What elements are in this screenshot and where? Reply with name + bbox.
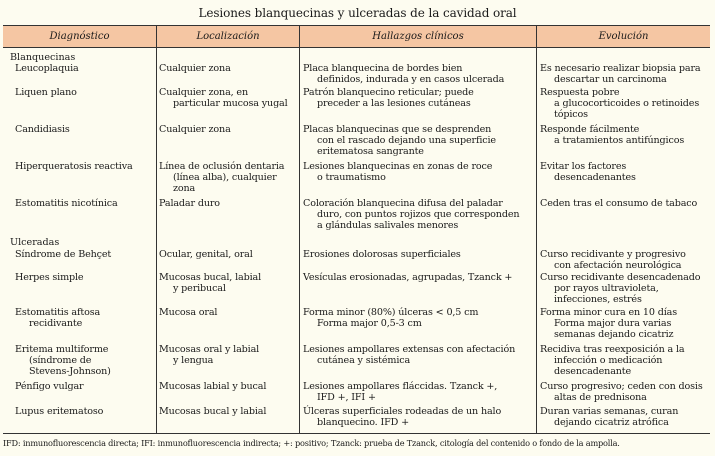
cell-line: Lesiones ampollares extensas con afectación bbox=[303, 344, 516, 355]
cell-line: duro, con puntos rojizos que corresponden bbox=[317, 209, 520, 220]
cell-diagnostico bbox=[15, 87, 77, 98]
cell-hallazgos bbox=[303, 307, 478, 329]
cell-line: Mucosas labial y bucal bbox=[159, 381, 267, 392]
cell-line: Recidiva tras reexposición a la bbox=[540, 344, 685, 355]
cell-line: Liquen plano bbox=[15, 87, 77, 98]
cell-line: Estomatitis nicotínica bbox=[15, 198, 118, 209]
footnote: IFD: inmunofluorescencia directa; IFI: inmunofluorescencia indirecta; +: positivo; Tzanck: prueba de Tzanck, citología del contenido o fondo de la ampolla. bbox=[3, 438, 620, 448]
header-localizacion: Localización bbox=[156, 26, 299, 47]
cell-line: Curso recidivante desencadenado bbox=[540, 272, 701, 283]
cell-line: Eritema multiforme bbox=[15, 344, 109, 355]
cell-line: Herpes simple bbox=[15, 272, 84, 283]
cell-line: Es necesario realizar biopsia para bbox=[540, 63, 701, 74]
cell-line: preceder a las lesiones cutáneas bbox=[317, 98, 471, 109]
cell-line: descartar un carcinoma bbox=[554, 74, 667, 85]
cell-localizacion bbox=[159, 124, 231, 135]
cell-line: Úlceras superficiales rodeadas de un halo bbox=[303, 406, 502, 417]
cell-line: Placas blanquecinas que se desprenden bbox=[303, 124, 492, 135]
cell-hallazgos bbox=[303, 198, 519, 231]
cell-line: Lupus eritematoso bbox=[15, 406, 104, 417]
cell-line: Responde fácilmente bbox=[540, 124, 640, 135]
cell-line: recidivante bbox=[29, 318, 83, 329]
cell-line: Evitar los factores bbox=[540, 161, 627, 172]
cell-line: con afectación neurológica bbox=[554, 260, 682, 271]
cell-line: Respuesta pobre bbox=[540, 87, 620, 98]
cell-line: a tratamientos antifúngicos bbox=[554, 135, 685, 146]
cell-line: Lesiones ampollares fláccidas. Tzanck +, bbox=[303, 381, 498, 392]
cell-hallazgos bbox=[303, 272, 512, 283]
cell-line: o traumatismo bbox=[317, 172, 386, 183]
cell-hallazgos bbox=[303, 124, 496, 157]
group-blanquecinas: Blanquecinas bbox=[10, 52, 76, 63]
cell-localizacion bbox=[159, 249, 253, 260]
cell-line: eritematosa sangrante bbox=[317, 146, 424, 157]
cell-line: Candidiasis bbox=[15, 124, 70, 135]
cell-localizacion bbox=[159, 161, 284, 194]
cell-localizacion bbox=[159, 87, 288, 109]
header-hallazgos: Hallazgos clínicos bbox=[299, 26, 536, 47]
cell-line: dejando cicatriz atrófica bbox=[554, 417, 669, 428]
cell-line: particular mucosa yugal bbox=[173, 98, 288, 109]
cell-line: Duran varias semanas, curan bbox=[540, 406, 679, 417]
cell-line: desencadenante bbox=[554, 366, 632, 377]
cell-evolucion bbox=[540, 63, 701, 85]
cell-line: infecciones, estrés bbox=[554, 294, 642, 305]
cell-line: Stevens-Johnson) bbox=[29, 366, 111, 377]
cell-evolucion bbox=[540, 344, 685, 377]
cell-localizacion bbox=[159, 344, 259, 366]
cell-line: Patrón blanquecino reticular; puede bbox=[303, 87, 474, 98]
cell-line: por rayos ultravioleta, bbox=[554, 283, 659, 294]
cell-line: Coloración blanquecina difusa del paladar bbox=[303, 198, 503, 209]
cell-line: zona bbox=[173, 183, 196, 194]
cell-diagnostico bbox=[15, 198, 118, 209]
cell-line: Estomatitis aftosa bbox=[15, 307, 101, 318]
cell-line: Forma minor cura en 10 días bbox=[540, 307, 677, 318]
cell-diagnostico bbox=[15, 344, 111, 377]
cell-hallazgos bbox=[303, 161, 492, 183]
cell-hallazgos bbox=[303, 381, 497, 403]
cell-line: Línea de oclusión dentaria bbox=[159, 161, 285, 172]
cell-line: Forma minor (80%) úlceras < 0,5 cm bbox=[303, 307, 479, 318]
lesions-table bbox=[3, 25, 710, 434]
cell-line: y lengua bbox=[173, 355, 214, 366]
cell-line: Pénfigo vulgar bbox=[15, 381, 84, 392]
cell-evolucion bbox=[540, 198, 697, 209]
cell-hallazgos bbox=[303, 344, 515, 366]
cell-line: Curso recidivante y progresivo bbox=[540, 249, 686, 260]
column-divider bbox=[156, 47, 157, 433]
cell-line: Mucosas bucal, labial bbox=[159, 272, 261, 283]
cell-line: Síndrome de Behçet bbox=[15, 249, 112, 260]
header-evolucion: Evolución bbox=[536, 26, 710, 47]
cell-diagnostico bbox=[15, 272, 83, 283]
column-divider bbox=[536, 47, 537, 433]
cell-line: Leucoplaquia bbox=[15, 63, 79, 74]
cell-localizacion bbox=[159, 381, 266, 392]
cell-line: Hiperqueratosis reactiva bbox=[15, 161, 133, 172]
cell-evolucion bbox=[540, 249, 686, 271]
cell-line: Erosiones dolorosas superficiales bbox=[303, 249, 461, 260]
cell-line: IFD +, IFI + bbox=[317, 392, 376, 403]
cell-diagnostico bbox=[15, 406, 103, 417]
cell-line: Ceden tras el consumo de tabaco bbox=[540, 198, 698, 209]
cell-line: Placa blanquecina de bordes bien bbox=[303, 63, 463, 74]
cell-hallazgos bbox=[303, 87, 474, 109]
cell-localizacion bbox=[159, 63, 231, 74]
cell-evolucion bbox=[540, 87, 699, 120]
cell-hallazgos bbox=[303, 406, 501, 428]
cell-evolucion bbox=[540, 406, 678, 428]
cell-line: tópicos bbox=[554, 109, 588, 120]
cell-evolucion bbox=[540, 272, 700, 305]
cell-line: Paladar duro bbox=[159, 198, 220, 209]
cell-localizacion bbox=[159, 406, 266, 417]
cell-diagnostico bbox=[15, 249, 111, 260]
cell-line: infección o medicación bbox=[554, 355, 663, 366]
cell-localizacion bbox=[159, 307, 217, 318]
cell-line: Vesículas erosionadas, agrupadas, Tzanck + bbox=[303, 272, 513, 283]
cell-evolucion bbox=[540, 161, 636, 183]
cell-line: Lesiones blanquecinas en zonas de roce bbox=[303, 161, 493, 172]
cell-line: a glucocorticoides o retinoides bbox=[554, 98, 700, 109]
group-ulceradas: Ulceradas bbox=[10, 237, 60, 248]
cell-line: blanquecino. IFD + bbox=[317, 417, 409, 428]
cell-line: Mucosas oral y labial bbox=[159, 344, 260, 355]
cell-line: Cualquier zona bbox=[159, 63, 231, 74]
cell-diagnostico bbox=[15, 307, 100, 329]
table-header bbox=[3, 26, 710, 48]
cell-line: desencadenantes bbox=[554, 172, 636, 183]
cell-line: Cualquier zona bbox=[159, 124, 231, 135]
cell-localizacion bbox=[159, 272, 261, 294]
cell-line: Forma major dura varias bbox=[554, 318, 672, 329]
cell-line: (síndrome de bbox=[29, 355, 92, 366]
table-title: Lesiones blanquecinas y ulceradas de la cavidad oral bbox=[198, 6, 517, 20]
cell-evolucion bbox=[540, 124, 684, 146]
cell-line: (línea alba), cualquier bbox=[173, 172, 277, 183]
cell-line: Mucosas bucal y labial bbox=[159, 406, 267, 417]
cell-line: Ocular, genital, oral bbox=[159, 249, 253, 260]
cell-diagnostico bbox=[15, 161, 133, 172]
cell-line: altas de prednisona bbox=[554, 392, 647, 403]
cell-line: y peribucal bbox=[173, 283, 226, 294]
cell-line: Mucosa oral bbox=[159, 307, 218, 318]
cell-localizacion bbox=[159, 198, 220, 209]
cell-diagnostico bbox=[15, 124, 70, 135]
cell-line: Forma major 0,5-3 cm bbox=[317, 318, 422, 329]
header-diagnostico: Diagnóstico bbox=[49, 31, 110, 42]
cell-evolucion bbox=[540, 381, 703, 403]
cell-line: con el rascado dejando una superficie bbox=[317, 135, 496, 146]
cell-diagnostico bbox=[15, 63, 79, 74]
column-divider bbox=[299, 47, 300, 433]
cell-line: cutánea y sistémica bbox=[317, 355, 411, 366]
cell-line: semanas dejando cicatriz bbox=[554, 329, 674, 340]
cell-line: Curso progresivo; ceden con dosis bbox=[540, 381, 703, 392]
cell-line: a glándulas salivales menores bbox=[317, 220, 459, 231]
cell-hallazgos bbox=[303, 249, 461, 260]
cell-evolucion bbox=[540, 307, 677, 340]
cell-diagnostico bbox=[15, 381, 83, 392]
cell-hallazgos bbox=[303, 63, 504, 85]
cell-line: definidos, indurada y en casos ulcerada bbox=[317, 74, 505, 85]
cell-line: Cualquier zona, en bbox=[159, 87, 248, 98]
